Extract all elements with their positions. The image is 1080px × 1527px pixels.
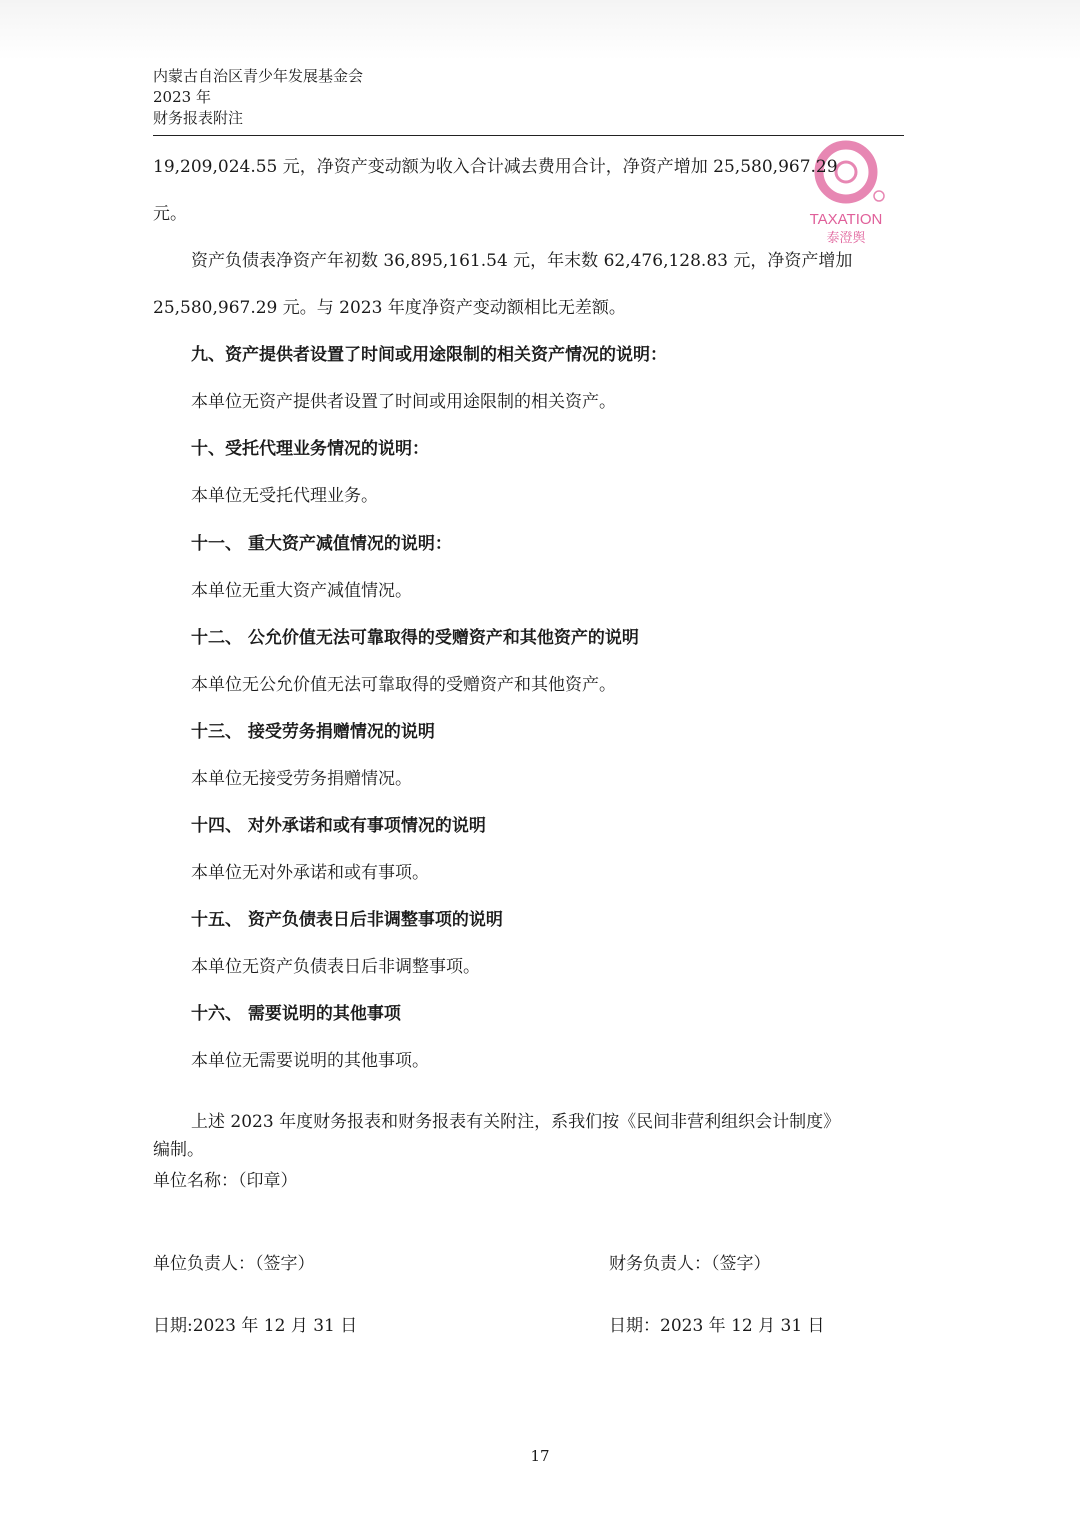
section-13-title: 十三、 接受劳务捐赠情况的说明: [191, 722, 435, 742]
section-13-text: 本单位无接受劳务捐赠情况。: [191, 769, 412, 789]
paragraph-1-line-1: 19,209,024.55 元，净资产变动额为收入合计减去费用合计，净资产增加 25,580,967.29: [153, 157, 838, 177]
scan-top-band: [0, 0, 1080, 60]
header-subtitle: 财务报表附注: [153, 109, 244, 127]
section-14-text: 本单位无对外承诺和或有事项。: [191, 863, 429, 883]
finance-head-signature-line: 财务负责人：（签字）: [609, 1254, 771, 1274]
section-15-text: 本单位无资产负债表日后非调整事项。: [191, 957, 480, 977]
paragraph-2-line-2: 25,580,967.29 元。与 2023 年度净资产变动额相比无差额。: [153, 298, 626, 318]
section-16-text: 本单位无需要说明的其他事项。: [191, 1051, 429, 1071]
date-left: 日期:2023 年 12 月 31 日: [153, 1316, 358, 1336]
closing-line-1: 上述 2023 年度财务报表和财务报表有关附注，系我们按《民间非营利组织会计制度》: [191, 1112, 841, 1132]
paragraph-2-line-1: 资产负债表净资产年初数 36,895,161.54 元，年末数 62,476,128.83 元，净资产增加: [191, 251, 853, 271]
section-9-text: 本单位无资产提供者设置了时间或用途限制的相关资产。: [191, 392, 616, 412]
section-15-title: 十五、 资产负债表日后非调整事项的说明: [191, 910, 503, 930]
section-10-title: 十、受托代理业务情况的说明：: [191, 439, 429, 459]
header-organization: 内蒙古自治区青少年发展基金会: [153, 67, 364, 85]
section-11-title: 十一、 重大资产减值情况的说明：: [191, 534, 452, 554]
section-12-title: 十二、 公允价值无法可靠取得的受赠资产和其他资产的说明: [191, 628, 639, 648]
section-16-title: 十六、 需要说明的其他事项: [191, 1004, 401, 1024]
closing-line-2: 编制。: [153, 1140, 204, 1160]
section-11-text: 本单位无重大资产减值情况。: [191, 581, 412, 601]
header-rule: [153, 135, 904, 136]
page-header: [153, 66, 363, 129]
section-14-title: 十四、 对外承诺和或有事项情况的说明: [191, 816, 486, 836]
page-number: 17: [530, 1447, 550, 1465]
header-year: 2023 年: [153, 88, 211, 106]
section-10-text: 本单位无受托代理业务。: [191, 486, 378, 506]
stamp-text-cn: 泰澄舆: [826, 231, 866, 246]
stamp-text-en: TAXATION: [809, 211, 883, 228]
unit-name-seal-line: 单位名称：（印章）: [153, 1171, 298, 1191]
paragraph-1-line-2: 元。: [153, 204, 187, 224]
date-right: 日期：2023 年 12 月 31 日: [609, 1316, 825, 1336]
taxation-stamp-seal: [796, 136, 900, 248]
section-9-title: 九、资产提供者设置了时间或用途限制的相关资产情况的说明：: [191, 345, 667, 365]
section-12-text: 本单位无公允价值无法可靠取得的受赠资产和其他资产。: [191, 675, 616, 695]
unit-head-signature-line: 单位负责人：（签字）: [153, 1254, 315, 1274]
